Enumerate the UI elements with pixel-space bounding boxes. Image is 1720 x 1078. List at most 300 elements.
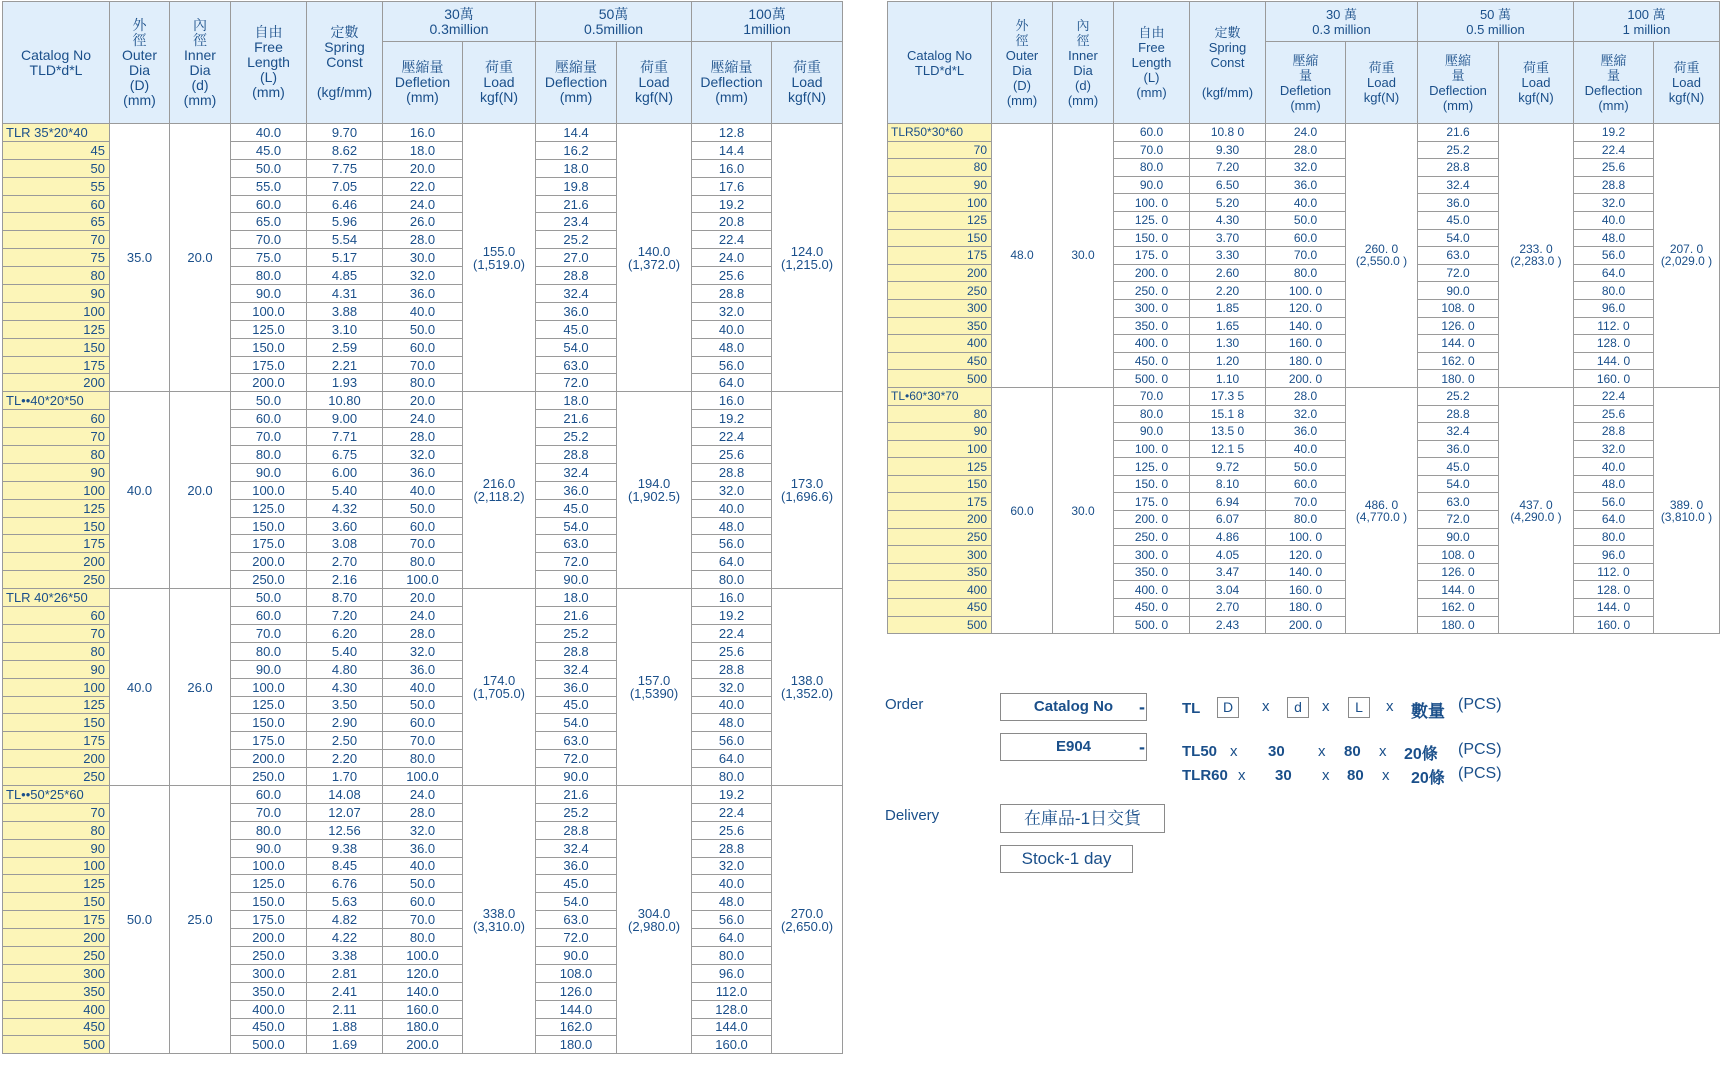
deflection-50-cell: 126. 0 bbox=[1418, 317, 1499, 335]
deflection-100-cell: 56.0 bbox=[1574, 493, 1654, 511]
spring-const-cell: 4.22 bbox=[307, 929, 383, 947]
catalog-cell: 125 bbox=[3, 875, 110, 893]
catalog-cell: 200 bbox=[3, 929, 110, 947]
free-length-cell: 100.0 bbox=[231, 678, 307, 696]
free-length-cell: 400. 0 bbox=[1114, 581, 1190, 599]
catalog-cell: 250 bbox=[3, 946, 110, 964]
deflection-50-cell: 45.0 bbox=[1418, 211, 1499, 229]
catalog-cell: 80 bbox=[888, 405, 992, 423]
deflection-30-cell: 40.0 bbox=[383, 481, 463, 499]
free-length-cell: 125.0 bbox=[231, 499, 307, 517]
deflection-30-cell: 28.0 bbox=[383, 231, 463, 249]
deflection-100-cell: 40.0 bbox=[1574, 458, 1654, 476]
deflection-100-cell: 16.0 bbox=[692, 589, 772, 607]
catalog-cell: 80 bbox=[3, 267, 110, 285]
deflection-50-cell: 23.4 bbox=[536, 213, 617, 231]
free-length-cell: 450.0 bbox=[231, 1018, 307, 1036]
spring-const-cell: 4.85 bbox=[307, 267, 383, 285]
dash: - bbox=[1139, 697, 1145, 717]
load-50-cell: 194.0 (1,902.5) bbox=[617, 392, 692, 589]
deflection-100-cell: 64.0 bbox=[692, 553, 772, 571]
catalog-cell: 450 bbox=[888, 352, 992, 370]
catalog-cell: 70 bbox=[3, 624, 110, 642]
spring-const-cell: 1.20 bbox=[1190, 352, 1266, 370]
spring-const-cell: 17.3 5 bbox=[1190, 387, 1266, 405]
free-length-cell: 450. 0 bbox=[1114, 352, 1190, 370]
catalog-cell: 150 bbox=[3, 714, 110, 732]
order-x: x bbox=[1322, 698, 1330, 715]
spring-const-cell: 13.5 0 bbox=[1190, 423, 1266, 441]
deflection-50-cell: 25.2 bbox=[1418, 387, 1499, 405]
deflection-30-cell: 18.0 bbox=[383, 141, 463, 159]
free-length-cell: 200.0 bbox=[231, 929, 307, 947]
catalog-cell: 90 bbox=[3, 839, 110, 857]
spring-const-cell: 9.72 bbox=[1190, 458, 1266, 476]
header-spring-const: 定數 Spring Const (kgf/mm) bbox=[1190, 2, 1266, 124]
deflection-30-cell: 20.0 bbox=[383, 392, 463, 410]
deflection-100-cell: 24.0 bbox=[692, 249, 772, 267]
deflection-100-cell: 80.0 bbox=[692, 768, 772, 786]
catalog-cell: 175 bbox=[3, 535, 110, 553]
free-length-cell: 100. 0 bbox=[1114, 194, 1190, 212]
deflection-100-cell: 56.0 bbox=[692, 911, 772, 929]
catalog-cell: 125 bbox=[3, 320, 110, 338]
deflection-50-cell: 90.0 bbox=[536, 768, 617, 786]
free-length-cell: 70.0 bbox=[1114, 141, 1190, 159]
catalog-cell: 150 bbox=[3, 517, 110, 535]
deflection-50-cell: 25.2 bbox=[536, 231, 617, 249]
spring-const-cell: 15.1 8 bbox=[1190, 405, 1266, 423]
header-deflection: 壓縮 量 Deflection (mm) bbox=[1574, 42, 1654, 124]
table-header bbox=[3, 2, 843, 124]
free-length-cell: 200. 0 bbox=[1114, 264, 1190, 282]
deflection-50-cell: 32.4 bbox=[536, 839, 617, 857]
spring-const-cell: 2.20 bbox=[1190, 282, 1266, 300]
deflection-100-cell: 64.0 bbox=[692, 374, 772, 392]
free-length-cell: 45.0 bbox=[231, 141, 307, 159]
deflection-100-cell: 128.0 bbox=[692, 1000, 772, 1018]
catalog-cell: 250 bbox=[888, 528, 992, 546]
order-x: x bbox=[1379, 743, 1387, 760]
deflection-100-cell: 112. 0 bbox=[1574, 563, 1654, 581]
deflection-30-cell: 80.0 bbox=[383, 553, 463, 571]
deflection-50-cell: 36.0 bbox=[536, 481, 617, 499]
header-load: 荷重 Load kgf(N) bbox=[1346, 42, 1418, 124]
deflection-30-cell: 70.0 bbox=[383, 535, 463, 553]
spring-const-cell: 2.16 bbox=[307, 571, 383, 589]
deflection-100-cell: 19.2 bbox=[692, 607, 772, 625]
free-length-cell: 70.0 bbox=[1114, 387, 1190, 405]
table-header bbox=[888, 2, 1720, 124]
deflection-100-cell: 19.2 bbox=[1574, 124, 1654, 142]
deflection-100-cell: 128. 0 bbox=[1574, 581, 1654, 599]
spring-const-cell: 2.90 bbox=[307, 714, 383, 732]
free-length-cell: 250.0 bbox=[231, 571, 307, 589]
deflection-50-cell: 21.6 bbox=[536, 785, 617, 803]
deflection-30-cell: 50.0 bbox=[383, 320, 463, 338]
header-catalog: Catalog No TLD*d*L bbox=[888, 2, 992, 124]
deflection-100-cell: 19.2 bbox=[692, 195, 772, 213]
example-1-length: 80 bbox=[1344, 743, 1361, 760]
deflection-50-cell: 63.0 bbox=[1418, 493, 1499, 511]
catalog-cell: 90 bbox=[3, 285, 110, 303]
spring-const-cell: 3.47 bbox=[1190, 563, 1266, 581]
spring-const-cell: 8.70 bbox=[307, 589, 383, 607]
spring-const-cell: 9.38 bbox=[307, 839, 383, 857]
deflection-100-cell: 28.8 bbox=[692, 660, 772, 678]
catalog-cell: 350 bbox=[888, 317, 992, 335]
free-length-cell: 60.0 bbox=[231, 607, 307, 625]
deflection-50-cell: 126. 0 bbox=[1418, 563, 1499, 581]
deflection-30-cell: 50.0 bbox=[1266, 458, 1346, 476]
deflection-30-cell: 40.0 bbox=[383, 302, 463, 320]
free-length-cell: 60.0 bbox=[231, 410, 307, 428]
spring-const-cell: 3.70 bbox=[1190, 229, 1266, 247]
catalog-cell: 90 bbox=[3, 463, 110, 481]
deflection-30-cell: 50.0 bbox=[383, 499, 463, 517]
table-row bbox=[3, 589, 843, 607]
deflection-30-cell: 40.0 bbox=[1266, 440, 1346, 458]
deflection-30-cell: 180. 0 bbox=[1266, 352, 1346, 370]
deflection-100-cell: 22.4 bbox=[692, 231, 772, 249]
deflection-100-cell: 64.0 bbox=[1574, 511, 1654, 529]
catalog-cell: 100 bbox=[3, 857, 110, 875]
deflection-100-cell: 96.0 bbox=[1574, 546, 1654, 564]
free-length-cell: 200.0 bbox=[231, 750, 307, 768]
deflection-50-cell: 108. 0 bbox=[1418, 546, 1499, 564]
catalog-cell: 500 bbox=[3, 1036, 110, 1054]
catalog-cell: 300 bbox=[888, 299, 992, 317]
deflection-100-cell: 20.8 bbox=[692, 213, 772, 231]
order-x: x bbox=[1318, 743, 1326, 760]
deflection-50-cell: 27.0 bbox=[536, 249, 617, 267]
catalog-cell: 400 bbox=[888, 335, 992, 353]
deflection-50-cell: 90.0 bbox=[1418, 528, 1499, 546]
catalog-cell: 90 bbox=[3, 660, 110, 678]
spring-const-cell: 5.40 bbox=[307, 642, 383, 660]
deflection-30-cell: 70.0 bbox=[1266, 493, 1346, 511]
catalog-cell: 60 bbox=[3, 410, 110, 428]
deflection-100-cell: 25.6 bbox=[692, 446, 772, 464]
deflection-50-cell: 63.0 bbox=[536, 911, 617, 929]
deflection-30-cell: 40.0 bbox=[383, 857, 463, 875]
catalog-cell: 150 bbox=[888, 229, 992, 247]
spring-const-cell: 1.93 bbox=[307, 374, 383, 392]
deflection-30-cell: 100. 0 bbox=[1266, 528, 1346, 546]
spring-const-cell: 7.71 bbox=[307, 428, 383, 446]
deflection-100-cell: 32.0 bbox=[692, 481, 772, 499]
deflection-30-cell: 24.0 bbox=[383, 785, 463, 803]
free-length-cell: 350.0 bbox=[231, 982, 307, 1000]
deflection-30-cell: 60.0 bbox=[1266, 475, 1346, 493]
deflection-100-cell: 40.0 bbox=[692, 875, 772, 893]
catalog-cell: 80 bbox=[888, 159, 992, 177]
deflection-100-cell: 96.0 bbox=[692, 964, 772, 982]
spring-const-cell: 9.00 bbox=[307, 410, 383, 428]
deflection-50-cell: 28.8 bbox=[536, 446, 617, 464]
free-length-cell: 80.0 bbox=[1114, 159, 1190, 177]
deflection-50-cell: 36.0 bbox=[536, 302, 617, 320]
example-2-length: 80 bbox=[1347, 767, 1364, 784]
deflection-30-cell: 32.0 bbox=[383, 267, 463, 285]
deflection-100-cell: 25.6 bbox=[692, 821, 772, 839]
header-deflection: 壓縮量 Deflection (mm) bbox=[536, 42, 617, 124]
outer-dia-cell: 60.0 bbox=[992, 387, 1053, 633]
deflection-100-cell: 12.8 bbox=[692, 124, 772, 142]
deflection-30-cell: 24.0 bbox=[383, 195, 463, 213]
spring-const-cell: 9.70 bbox=[307, 124, 383, 142]
free-length-cell: 60.0 bbox=[231, 785, 307, 803]
load-30-cell: 174.0 (1,705.0) bbox=[463, 589, 536, 786]
catalog-cell: 100 bbox=[3, 302, 110, 320]
deflection-30-cell: 26.0 bbox=[383, 213, 463, 231]
deflection-30-cell: 120. 0 bbox=[1266, 299, 1346, 317]
deflection-30-cell: 28.0 bbox=[1266, 387, 1346, 405]
spring-const-cell: 2.59 bbox=[307, 338, 383, 356]
deflection-30-cell: 70.0 bbox=[383, 732, 463, 750]
spring-const-cell: 2.43 bbox=[1190, 616, 1266, 634]
deflection-30-cell: 28.0 bbox=[1266, 141, 1346, 159]
catalog-cell: 175 bbox=[888, 247, 992, 265]
spring-const-cell: 4.80 bbox=[307, 660, 383, 678]
catalog-cell: 200 bbox=[888, 264, 992, 282]
deflection-30-cell: 50.0 bbox=[1266, 211, 1346, 229]
deflection-100-cell: 48.0 bbox=[1574, 475, 1654, 493]
free-length-cell: 50.0 bbox=[231, 392, 307, 410]
free-length-cell: 175.0 bbox=[231, 535, 307, 553]
spring-const-cell: 14.08 bbox=[307, 785, 383, 803]
catalog-cell: 175 bbox=[3, 911, 110, 929]
deflection-100-cell: 64.0 bbox=[692, 750, 772, 768]
deflection-100-cell: 25.6 bbox=[1574, 405, 1654, 423]
free-length-cell: 150. 0 bbox=[1114, 229, 1190, 247]
catalog-cell: 100 bbox=[3, 481, 110, 499]
spring-const-cell: 5.54 bbox=[307, 231, 383, 249]
free-length-cell: 400. 0 bbox=[1114, 335, 1190, 353]
deflection-30-cell: 200. 0 bbox=[1266, 370, 1346, 388]
deflection-30-cell: 140.0 bbox=[383, 982, 463, 1000]
deflection-50-cell: 16.2 bbox=[536, 141, 617, 159]
header-group-50: 50萬 0.5million bbox=[536, 2, 692, 42]
deflection-30-cell: 40.0 bbox=[383, 678, 463, 696]
spring-const-cell: 3.10 bbox=[307, 320, 383, 338]
spring-const-cell: 5.17 bbox=[307, 249, 383, 267]
spring-const-cell: 4.05 bbox=[1190, 546, 1266, 564]
spring-const-cell: 2.50 bbox=[307, 732, 383, 750]
header-inner-dia: 內 徑 Inner Dia (d) (mm) bbox=[170, 2, 231, 124]
free-length-cell: 125.0 bbox=[231, 696, 307, 714]
catalog-cell: 300 bbox=[3, 964, 110, 982]
free-length-cell: 175.0 bbox=[231, 911, 307, 929]
spring-const-cell: 6.75 bbox=[307, 446, 383, 464]
header-catalog: Catalog No TLD*d*L bbox=[3, 2, 110, 124]
deflection-50-cell: 32.4 bbox=[536, 285, 617, 303]
free-length-cell: 60.0 bbox=[1114, 124, 1190, 142]
delivery-zh-box: 在庫品-1日交貨 bbox=[1000, 804, 1165, 833]
header-load: 荷重 Load kgf(N) bbox=[1654, 42, 1720, 124]
spring-const-cell: 6.07 bbox=[1190, 511, 1266, 529]
deflection-30-cell: 32.0 bbox=[383, 821, 463, 839]
spring-const-cell: 2.20 bbox=[307, 750, 383, 768]
order-label: Order bbox=[885, 696, 924, 713]
deflection-50-cell: 63.0 bbox=[536, 535, 617, 553]
free-length-cell: 450. 0 bbox=[1114, 599, 1190, 617]
load-30-cell: 155.0 (1,519.0) bbox=[463, 124, 536, 392]
catalog-cell: TLR50*30*60 bbox=[888, 124, 992, 142]
deflection-50-cell: 21.6 bbox=[536, 607, 617, 625]
spring-const-cell: 1.85 bbox=[1190, 299, 1266, 317]
deflection-30-cell: 180.0 bbox=[383, 1018, 463, 1036]
deflection-100-cell: 25.6 bbox=[692, 267, 772, 285]
deflection-50-cell: 72.0 bbox=[1418, 511, 1499, 529]
delivery-label: Delivery bbox=[885, 807, 940, 824]
deflection-30-cell: 50.0 bbox=[383, 696, 463, 714]
deflection-100-cell: 144. 0 bbox=[1574, 599, 1654, 617]
deflection-100-cell: 48.0 bbox=[692, 893, 772, 911]
free-length-cell: 250.0 bbox=[231, 946, 307, 964]
spring-const-cell: 5.40 bbox=[307, 481, 383, 499]
catalog-cell: TLR 40*26*50 bbox=[3, 589, 110, 607]
deflection-30-cell: 16.0 bbox=[383, 124, 463, 142]
free-length-cell: 500. 0 bbox=[1114, 616, 1190, 634]
free-length-cell: 55.0 bbox=[231, 177, 307, 195]
free-length-cell: 150.0 bbox=[231, 517, 307, 535]
catalog-cell: 65 bbox=[3, 213, 110, 231]
catalog-cell: 175 bbox=[3, 732, 110, 750]
order-length-box: L bbox=[1348, 697, 1370, 718]
free-length-cell: 70.0 bbox=[231, 803, 307, 821]
deflection-50-cell: 36.0 bbox=[536, 678, 617, 696]
deflection-100-cell: 56.0 bbox=[692, 732, 772, 750]
free-length-cell: 80.0 bbox=[231, 642, 307, 660]
free-length-cell: 300. 0 bbox=[1114, 546, 1190, 564]
deflection-30-cell: 200.0 bbox=[383, 1036, 463, 1054]
spring-const-cell: 2.81 bbox=[307, 964, 383, 982]
deflection-30-cell: 24.0 bbox=[1266, 124, 1346, 142]
free-length-cell: 90.0 bbox=[231, 839, 307, 857]
load-100-cell: 173.0 (1,696.6) bbox=[772, 392, 843, 589]
catalog-cell: 55 bbox=[3, 177, 110, 195]
table-row bbox=[3, 785, 843, 803]
deflection-30-cell: 36.0 bbox=[383, 463, 463, 481]
deflection-30-cell: 120. 0 bbox=[1266, 546, 1346, 564]
catalog-cell: TL••50*25*60 bbox=[3, 785, 110, 803]
free-length-cell: 175. 0 bbox=[1114, 493, 1190, 511]
example-2-inner: 30 bbox=[1275, 767, 1292, 784]
delivery-en-box: Stock-1 day bbox=[1000, 845, 1133, 873]
spring-const-cell: 6.76 bbox=[307, 875, 383, 893]
header-deflection: 壓縮 量 Deflection (mm) bbox=[1418, 42, 1499, 124]
table-body bbox=[888, 124, 1720, 634]
deflection-50-cell: 180. 0 bbox=[1418, 616, 1499, 634]
deflection-50-cell: 45.0 bbox=[536, 696, 617, 714]
deflection-100-cell: 160. 0 bbox=[1574, 370, 1654, 388]
deflection-30-cell: 20.0 bbox=[383, 159, 463, 177]
catalog-no-box: Catalog No bbox=[1000, 693, 1147, 721]
free-length-cell: 250.0 bbox=[231, 768, 307, 786]
deflection-100-cell: 112. 0 bbox=[1574, 317, 1654, 335]
table-row bbox=[3, 124, 843, 142]
deflection-50-cell: 45.0 bbox=[536, 875, 617, 893]
order-x: x bbox=[1230, 743, 1238, 760]
spring-const-cell: 3.38 bbox=[307, 946, 383, 964]
deflection-50-cell: 126.0 bbox=[536, 982, 617, 1000]
deflection-50-cell: 36.0 bbox=[1418, 194, 1499, 212]
outer-dia-cell: 48.0 bbox=[992, 124, 1053, 388]
catalog-cell: 125 bbox=[3, 499, 110, 517]
deflection-30-cell: 60.0 bbox=[383, 714, 463, 732]
catalog-cell: TL•60*30*70 bbox=[888, 387, 992, 405]
deflection-100-cell: 32.0 bbox=[1574, 194, 1654, 212]
deflection-100-cell: 40.0 bbox=[692, 696, 772, 714]
free-length-cell: 500. 0 bbox=[1114, 370, 1190, 388]
deflection-50-cell: 108. 0 bbox=[1418, 299, 1499, 317]
free-length-cell: 75.0 bbox=[231, 249, 307, 267]
catalog-cell: 350 bbox=[3, 982, 110, 1000]
deflection-50-cell: 28.8 bbox=[536, 267, 617, 285]
deflection-100-cell: 28.8 bbox=[1574, 423, 1654, 441]
deflection-30-cell: 80.0 bbox=[1266, 264, 1346, 282]
deflection-100-cell: 80.0 bbox=[1574, 528, 1654, 546]
deflection-30-cell: 28.0 bbox=[383, 624, 463, 642]
example-1-model: TL50 bbox=[1182, 743, 1218, 760]
spring-const-cell: 10.80 bbox=[307, 392, 383, 410]
deflection-100-cell: 22.4 bbox=[692, 428, 772, 446]
deflection-30-cell: 100. 0 bbox=[1266, 282, 1346, 300]
free-length-cell: 150. 0 bbox=[1114, 475, 1190, 493]
deflection-50-cell: 54.0 bbox=[1418, 229, 1499, 247]
deflection-30-cell: 32.0 bbox=[1266, 159, 1346, 177]
free-length-cell: 100. 0 bbox=[1114, 440, 1190, 458]
spring-const-cell: 6.94 bbox=[1190, 493, 1266, 511]
deflection-100-cell: 48.0 bbox=[692, 517, 772, 535]
spring-const-cell: 2.70 bbox=[1190, 599, 1266, 617]
spring-const-cell: 4.82 bbox=[307, 911, 383, 929]
free-length-cell: 175.0 bbox=[231, 732, 307, 750]
deflection-30-cell: 160. 0 bbox=[1266, 335, 1346, 353]
catalog-cell: 150 bbox=[888, 475, 992, 493]
catalog-cell: 80 bbox=[3, 642, 110, 660]
deflection-30-cell: 70.0 bbox=[1266, 247, 1346, 265]
deflection-100-cell: 28.8 bbox=[1574, 176, 1654, 194]
catalog-cell: 150 bbox=[3, 338, 110, 356]
catalog-cell: 125 bbox=[888, 211, 992, 229]
catalog-cell: 100 bbox=[888, 440, 992, 458]
spring-const-cell: 2.70 bbox=[307, 553, 383, 571]
deflection-50-cell: 28.8 bbox=[536, 821, 617, 839]
load-100-cell: 124.0 (1,215.0) bbox=[772, 124, 843, 392]
deflection-30-cell: 100.0 bbox=[383, 946, 463, 964]
outer-dia-cell: 50.0 bbox=[110, 785, 170, 1053]
order-inner-dia-box: d bbox=[1287, 697, 1309, 718]
deflection-100-cell: 19.2 bbox=[692, 785, 772, 803]
deflection-30-cell: 160.0 bbox=[383, 1000, 463, 1018]
header-load: 荷重 Load kgf(N) bbox=[772, 42, 843, 124]
deflection-30-cell: 40.0 bbox=[1266, 194, 1346, 212]
catalog-cell: 450 bbox=[3, 1018, 110, 1036]
spring-const-cell: 8.62 bbox=[307, 141, 383, 159]
deflection-100-cell: 28.8 bbox=[692, 839, 772, 857]
spring-const-cell: 1.10 bbox=[1190, 370, 1266, 388]
inner-dia-cell: 26.0 bbox=[170, 589, 231, 786]
deflection-50-cell: 25.2 bbox=[536, 803, 617, 821]
spring-const-cell: 1.70 bbox=[307, 768, 383, 786]
deflection-100-cell: 14.4 bbox=[692, 141, 772, 159]
deflection-50-cell: 25.2 bbox=[536, 624, 617, 642]
order-x: x bbox=[1262, 698, 1270, 715]
free-length-cell: 500.0 bbox=[231, 1036, 307, 1054]
deflection-50-cell: 19.8 bbox=[536, 177, 617, 195]
